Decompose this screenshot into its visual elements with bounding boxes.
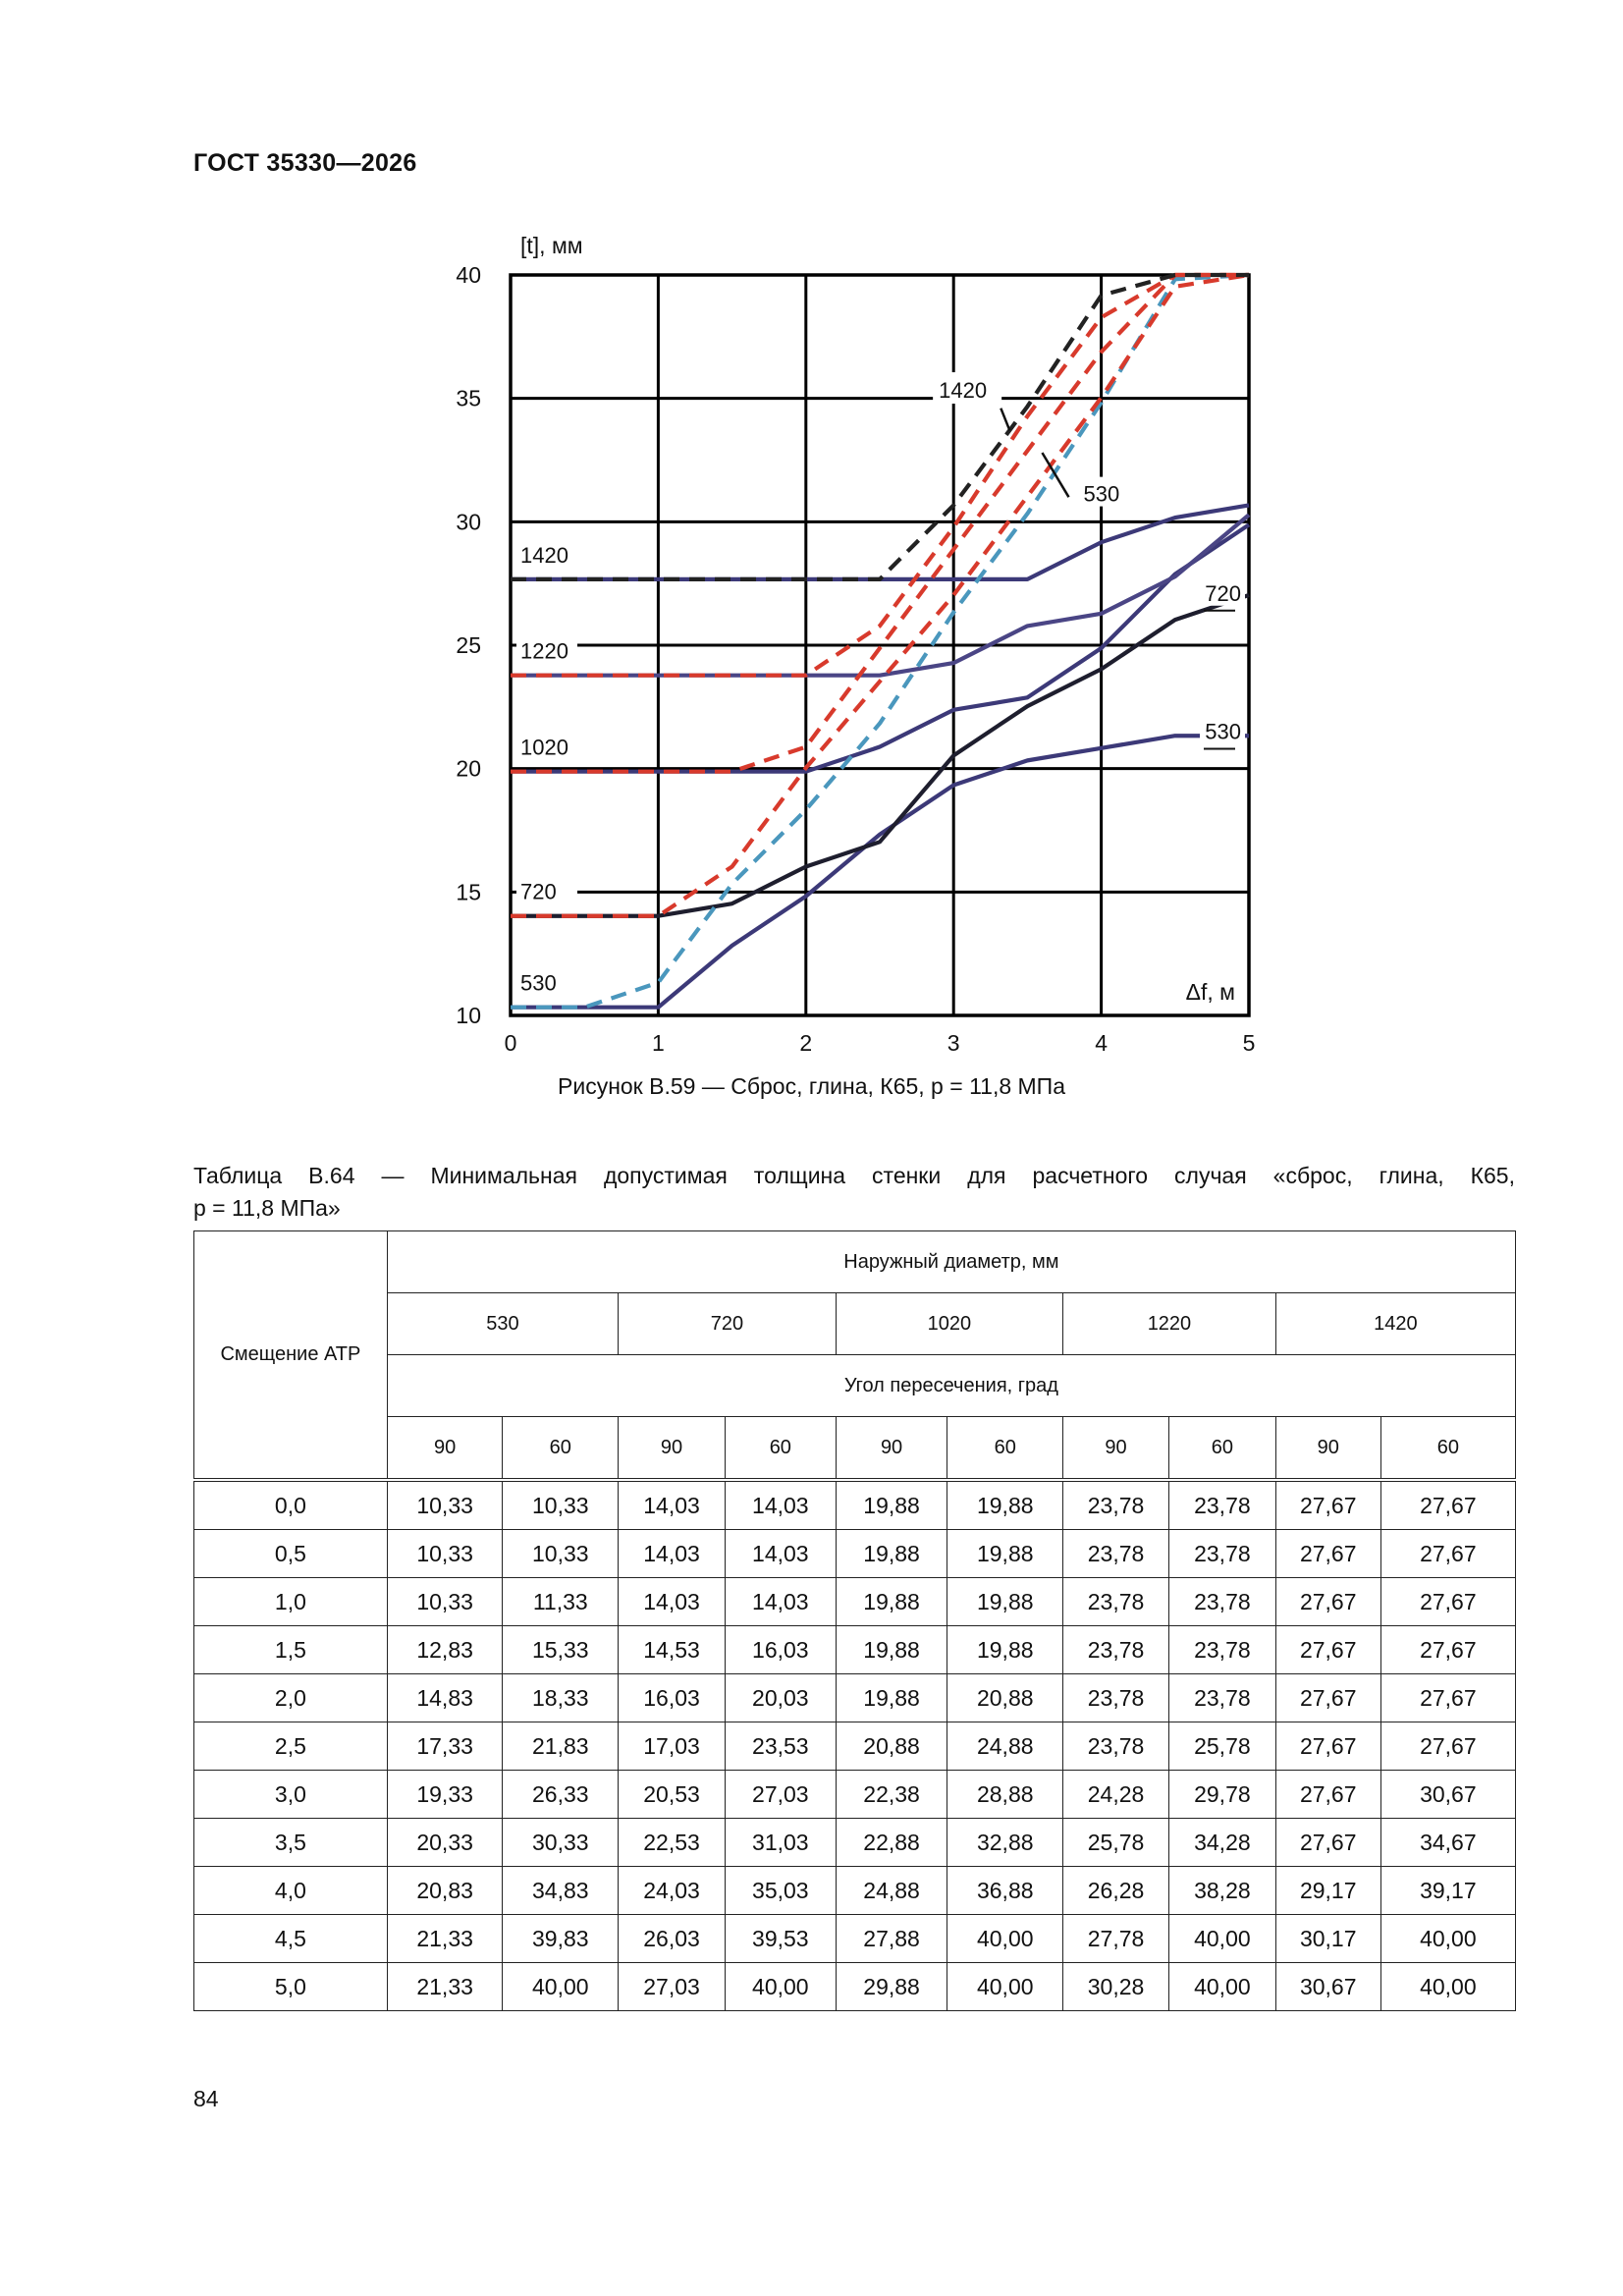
- angle-cell: 60: [725, 1417, 836, 1481]
- thickness-cell: 29,88: [836, 1963, 947, 2011]
- thickness-cell: 27,67: [1380, 1578, 1515, 1626]
- table-row: [194, 1578, 1516, 1626]
- thickness-cell: 14,03: [619, 1530, 726, 1578]
- thickness-cell: 23,78: [1168, 1578, 1275, 1626]
- thickness-cell: 39,53: [725, 1915, 836, 1963]
- x-axis-label: Δf, м: [1185, 979, 1235, 1005]
- angle-cell: 60: [1380, 1417, 1515, 1481]
- thickness-cell: 27,67: [1380, 1674, 1515, 1722]
- thickness-cell: 27,67: [1275, 1722, 1380, 1771]
- thickness-cell: 40,00: [1380, 1915, 1515, 1963]
- thickness-cell: 10,33: [503, 1530, 619, 1578]
- figure-caption: Рисунок В.59 — Сброс, глина, К65, p = 11,8 МПа: [558, 1073, 1065, 1099]
- table-title-line-1: Таблица В.64 — Минимальная допустимая толщина стенки для расчетного случая «сброс, глина, К65,: [193, 1163, 1515, 1188]
- thickness-cell: 16,03: [619, 1674, 726, 1722]
- x-tick-label: 0: [504, 1030, 517, 1056]
- diameter-cell: 720: [619, 1293, 837, 1355]
- thickness-cell: 14,03: [725, 1578, 836, 1626]
- thickness-cell: 39,17: [1380, 1867, 1515, 1915]
- thickness-cell: 40,00: [1380, 1963, 1515, 2011]
- left-series-label: 1020: [520, 735, 568, 760]
- thickness-cell: 26,28: [1063, 1867, 1169, 1915]
- thickness-cell: 14,03: [619, 1578, 726, 1626]
- thickness-cell: 24,88: [836, 1867, 947, 1915]
- thickness-cell: 27,03: [725, 1771, 836, 1819]
- thickness-cell: 23,53: [725, 1722, 836, 1771]
- angle-row: [194, 1417, 1516, 1481]
- thickness-cell: 10,33: [503, 1480, 619, 1530]
- thickness-cell: 10,33: [387, 1578, 503, 1626]
- thickness-cell: 18,33: [503, 1674, 619, 1722]
- thickness-cell: 30,33: [503, 1819, 619, 1867]
- angle-cell: 90: [836, 1417, 947, 1481]
- table-row: [194, 1819, 1516, 1867]
- thickness-cell: 27,67: [1275, 1626, 1380, 1674]
- thickness-cell: 32,88: [947, 1819, 1063, 1867]
- table-title-line-2: p = 11,8 МПа»: [193, 1195, 341, 1222]
- offset-cell: 0,0: [194, 1480, 388, 1530]
- thickness-cell: 27,67: [1275, 1480, 1380, 1530]
- y-tick-label: 10: [456, 1003, 481, 1028]
- diameter-row: [194, 1293, 1516, 1355]
- thickness-cell: 27,67: [1275, 1674, 1380, 1722]
- thickness-cell: 23,78: [1063, 1530, 1169, 1578]
- left-series-label: 1220: [520, 638, 568, 664]
- y-tick-label: 25: [456, 632, 481, 658]
- thickness-cell: 27,67: [1380, 1722, 1515, 1771]
- thickness-cell: 30,67: [1380, 1771, 1515, 1819]
- thickness-cell: 36,88: [947, 1867, 1063, 1915]
- thickness-cell: 40,00: [947, 1915, 1063, 1963]
- thickness-cell: 34,28: [1168, 1819, 1275, 1867]
- thickness-cell: 29,78: [1168, 1771, 1275, 1819]
- table-row: [194, 1771, 1516, 1819]
- angle-cell: 60: [503, 1417, 619, 1481]
- thickness-cell: 40,00: [1168, 1915, 1275, 1963]
- thickness-cell: 27,67: [1275, 1819, 1380, 1867]
- thickness-cell: 20,53: [619, 1771, 726, 1819]
- offset-cell: 3,0: [194, 1771, 388, 1819]
- thickness-cell: 12,83: [387, 1626, 503, 1674]
- thickness-cell: 19,88: [836, 1480, 947, 1530]
- diameter-cell: 1020: [836, 1293, 1062, 1355]
- offset-cell: 3,5: [194, 1819, 388, 1867]
- y-tick-label: 40: [456, 262, 481, 288]
- wall-thickness-table: [193, 1230, 1516, 2011]
- top-series-label: 1420: [939, 378, 988, 404]
- thickness-cell: 21,33: [387, 1963, 503, 2011]
- top-series-label: 530: [1083, 481, 1120, 507]
- thickness-cell: 14,03: [725, 1480, 836, 1530]
- thickness-cell: 27,88: [836, 1915, 947, 1963]
- thickness-cell: 20,03: [725, 1674, 836, 1722]
- thickness-cell: 26,03: [619, 1915, 726, 1963]
- thickness-cell: 23,78: [1168, 1480, 1275, 1530]
- offset-cell: 4,0: [194, 1867, 388, 1915]
- thickness-cell: 19,88: [947, 1530, 1063, 1578]
- top-label-leader: [1001, 409, 1009, 431]
- thickness-cell: 25,78: [1063, 1819, 1169, 1867]
- thickness-cell: 30,28: [1063, 1963, 1169, 2011]
- thickness-cell: 26,33: [503, 1771, 619, 1819]
- thickness-cell: 19,33: [387, 1771, 503, 1819]
- thickness-cell: 20,83: [387, 1867, 503, 1915]
- series-90-line-1420: [511, 505, 1249, 578]
- document-header: ГОСТ 35330—2026: [193, 149, 417, 177]
- thickness-cell: 14,53: [619, 1626, 726, 1674]
- offset-cell: 0,5: [194, 1530, 388, 1578]
- thickness-cell: 19,88: [836, 1530, 947, 1578]
- table-title: [193, 1160, 1515, 1226]
- thickness-cell: 23,78: [1168, 1626, 1275, 1674]
- thickness-cell: 19,88: [836, 1674, 947, 1722]
- y-tick-label: 15: [456, 879, 481, 905]
- thickness-cell: 28,88: [947, 1771, 1063, 1819]
- thickness-cell: 35,03: [725, 1867, 836, 1915]
- thickness-cell: 23,78: [1063, 1674, 1169, 1722]
- thickness-cell: 27,67: [1275, 1530, 1380, 1578]
- x-tick-label: 1: [652, 1030, 665, 1056]
- angle-cell: 60: [947, 1417, 1063, 1481]
- series-90-line-720: [511, 595, 1249, 916]
- diameter-header: Наружный диаметр, мм: [387, 1231, 1515, 1293]
- angle-cell: 90: [387, 1417, 503, 1481]
- table-row: [194, 1674, 1516, 1722]
- thickness-cell: 19,88: [947, 1578, 1063, 1626]
- thickness-cell: 24,88: [947, 1722, 1063, 1771]
- thickness-cell: 27,67: [1380, 1480, 1515, 1530]
- thickness-cell: 21,83: [503, 1722, 619, 1771]
- right-series-label: 530: [1205, 719, 1241, 744]
- thickness-cell: 15,33: [503, 1626, 619, 1674]
- thickness-cell: 40,00: [947, 1963, 1063, 2011]
- angle-header: Угол пересечения, град: [387, 1355, 1515, 1417]
- thickness-cell: 23,78: [1063, 1578, 1169, 1626]
- left-series-label: 1420: [520, 542, 568, 568]
- thickness-cell: 21,33: [387, 1915, 503, 1963]
- offset-cell: 5,0: [194, 1963, 388, 2011]
- thickness-cell: 20,88: [836, 1722, 947, 1771]
- thickness-cell: 30,17: [1275, 1915, 1380, 1963]
- offset-cell: 4,5: [194, 1915, 388, 1963]
- table-row: [194, 1867, 1516, 1915]
- top-label-leader: [1042, 453, 1068, 497]
- thickness-cell: 34,67: [1380, 1819, 1515, 1867]
- table-row: [194, 1480, 1516, 1530]
- thickness-cell: 20,88: [947, 1674, 1063, 1722]
- diameter-cell: 1220: [1063, 1293, 1276, 1355]
- table-row: [194, 1626, 1516, 1674]
- thickness-cell: 14,03: [619, 1480, 726, 1530]
- angle-cell: 90: [1063, 1417, 1169, 1481]
- offset-cell: 1,5: [194, 1626, 388, 1674]
- thickness-cell: 23,78: [1168, 1674, 1275, 1722]
- left-series-label: 530: [520, 970, 557, 996]
- thickness-cell: 19,88: [947, 1480, 1063, 1530]
- series-90-line-530: [511, 736, 1249, 1007]
- thickness-cell: 14,83: [387, 1674, 503, 1722]
- left-series-label: 720: [520, 879, 557, 904]
- table-row: [194, 1963, 1516, 2011]
- y-tick-label: 20: [456, 755, 481, 782]
- angle-cell: 90: [619, 1417, 726, 1481]
- wall-thickness-chart: [412, 216, 1296, 1061]
- thickness-cell: 40,00: [503, 1963, 619, 2011]
- thickness-cell: 27,67: [1275, 1578, 1380, 1626]
- thickness-cell: 10,33: [387, 1530, 503, 1578]
- angle-cell: 90: [1275, 1417, 1380, 1481]
- right-series-label: 720: [1205, 580, 1241, 606]
- y-axis-label: [t], мм: [520, 233, 583, 258]
- thickness-cell: 34,83: [503, 1867, 619, 1915]
- x-tick-label: 4: [1095, 1030, 1108, 1056]
- thickness-cell: 17,33: [387, 1722, 503, 1771]
- thickness-cell: 10,33: [387, 1480, 503, 1530]
- table-row: [194, 1722, 1516, 1771]
- thickness-cell: 31,03: [725, 1819, 836, 1867]
- offset-cell: 1,0: [194, 1578, 388, 1626]
- thickness-cell: 29,17: [1275, 1867, 1380, 1915]
- thickness-cell: 38,28: [1168, 1867, 1275, 1915]
- table-row: [194, 1530, 1516, 1578]
- corner-header: Смещение АТР: [194, 1231, 388, 1481]
- series-60-line-1420: [511, 275, 1249, 579]
- thickness-cell: 19,88: [947, 1626, 1063, 1674]
- thickness-cell: 19,88: [836, 1578, 947, 1626]
- diameter-cell: 530: [387, 1293, 618, 1355]
- thickness-cell: 22,38: [836, 1771, 947, 1819]
- x-tick-label: 2: [799, 1030, 813, 1056]
- offset-cell: 2,0: [194, 1674, 388, 1722]
- y-tick-label: 30: [456, 509, 481, 535]
- thickness-cell: 14,03: [725, 1530, 836, 1578]
- thickness-cell: 27,03: [619, 1963, 726, 2011]
- series-60-line-1220: [511, 275, 1249, 676]
- thickness-cell: 22,88: [836, 1819, 947, 1867]
- table-body: [194, 1480, 1516, 2011]
- thickness-cell: 19,88: [836, 1626, 947, 1674]
- thickness-cell: 40,00: [1168, 1963, 1275, 2011]
- table-row: [194, 1915, 1516, 1963]
- y-tick-label: 35: [456, 385, 481, 411]
- thickness-cell: 23,78: [1168, 1530, 1275, 1578]
- series-60-line-1020: [511, 275, 1249, 772]
- angle-cell: 60: [1168, 1417, 1275, 1481]
- thickness-cell: 23,78: [1063, 1480, 1169, 1530]
- thickness-cell: 27,67: [1380, 1626, 1515, 1674]
- thickness-cell: 11,33: [503, 1578, 619, 1626]
- thickness-cell: 24,28: [1063, 1771, 1169, 1819]
- thickness-cell: 20,33: [387, 1819, 503, 1867]
- thickness-cell: 25,78: [1168, 1722, 1275, 1771]
- thickness-cell: 23,78: [1063, 1626, 1169, 1674]
- thickness-cell: 27,67: [1380, 1530, 1515, 1578]
- thickness-cell: 40,00: [725, 1963, 836, 2011]
- thickness-cell: 22,53: [619, 1819, 726, 1867]
- offset-cell: 2,5: [194, 1722, 388, 1771]
- thickness-cell: 16,03: [725, 1626, 836, 1674]
- thickness-cell: 27,67: [1275, 1771, 1380, 1819]
- thickness-cell: 30,67: [1275, 1963, 1380, 2011]
- thickness-cell: 24,03: [619, 1867, 726, 1915]
- thickness-cell: 39,83: [503, 1915, 619, 1963]
- thickness-cell: 23,78: [1063, 1722, 1169, 1771]
- thickness-cell: 27,78: [1063, 1915, 1169, 1963]
- series-60-line-530: [511, 275, 1249, 1008]
- diameter-cell: 1420: [1275, 1293, 1515, 1355]
- thickness-cell: 17,03: [619, 1722, 726, 1771]
- x-tick-label: 5: [1242, 1030, 1256, 1056]
- page-number: 84: [193, 2086, 219, 2111]
- x-tick-label: 3: [947, 1030, 960, 1056]
